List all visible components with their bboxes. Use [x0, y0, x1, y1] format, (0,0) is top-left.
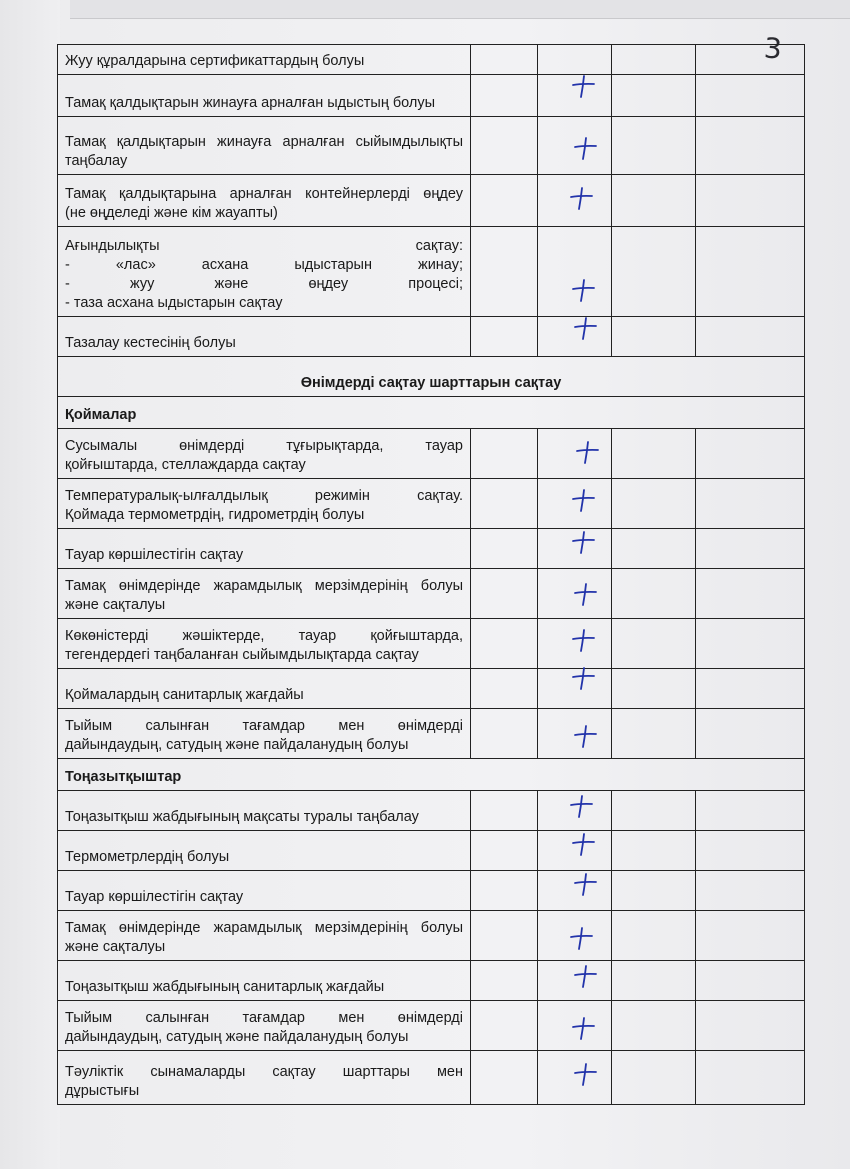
checklist-row — [58, 75, 805, 117]
checklist-row — [58, 569, 805, 619]
checklist-cell-col-1 — [471, 569, 538, 619]
criterion-text — [58, 831, 471, 871]
group-header-row — [58, 759, 805, 791]
handwritten-plus-mark — [570, 831, 596, 857]
handwritten-plus-mark — [572, 315, 598, 341]
checklist-cell-col-3 — [612, 619, 696, 669]
checklist-cell-col-4 — [696, 479, 805, 529]
criterion-line: дұрыстығы — [65, 1083, 140, 1099]
checklist-cell-col-2 — [538, 75, 612, 117]
checklist-cell-col-2 — [538, 227, 612, 317]
section-header-row — [58, 357, 805, 397]
checklist-cell-col-3 — [612, 961, 696, 1001]
section-title: Өнімдерді сақтау шарттарын сақтау — [58, 357, 805, 397]
criterion-line: Тәуліктік сынамаларды сақтау шарттары мен — [65, 1064, 463, 1080]
criterion-line: - «лас» асхана ыдыстарын жинау; — [65, 257, 463, 273]
criterion-text — [58, 911, 471, 961]
group-title: Қоймалар — [58, 397, 805, 429]
checklist-cell-col-4 — [696, 117, 805, 175]
criterion-text — [58, 669, 471, 709]
checklist-cell-col-1 — [471, 911, 538, 961]
checklist-cell-col-4 — [696, 961, 805, 1001]
criterion-line: (не өңделеді және кім жауапты) — [65, 205, 278, 221]
criterion-line: Тамақ қалдықтарына арналған контейнерлерді өңдеу — [65, 186, 463, 202]
checklist-cell-col-1 — [471, 669, 538, 709]
checklist-row — [58, 1051, 805, 1105]
criterion-text — [58, 117, 471, 175]
criterion-line: Тыйым салынған тағамдар мен өнімдерді — [65, 718, 463, 734]
inspection-checklist-table — [57, 44, 805, 1105]
paper-shadow — [0, 0, 60, 1169]
checklist-cell-col-1 — [471, 831, 538, 871]
checklist-cell-col-2 — [538, 911, 612, 961]
checklist-cell-col-4 — [696, 871, 805, 911]
criterion-line: қойғыштарда, стеллаждарда сақтау — [65, 457, 306, 473]
checklist-cell-col-2 — [538, 479, 612, 529]
criterion-line: Тоңазытқыш жабдығының мақсаты туралы таңбалау — [65, 809, 419, 825]
handwritten-plus-mark — [568, 793, 594, 819]
handwritten-plus-mark — [570, 627, 596, 653]
criterion-text — [58, 317, 471, 357]
checklist-row — [58, 791, 805, 831]
checklist-cell-col-3 — [612, 871, 696, 911]
checklist-cell-col-2 — [538, 175, 612, 227]
criterion-text — [58, 529, 471, 569]
checklist-cell-col-1 — [471, 117, 538, 175]
checklist-cell-col-3 — [612, 117, 696, 175]
criterion-line: Тазалау кестесінің болуы — [65, 335, 236, 351]
handwritten-plus-mark — [572, 581, 598, 607]
checklist-cell-col-1 — [471, 961, 538, 1001]
checklist-cell-col-1 — [471, 619, 538, 669]
checklist-cell-col-1 — [471, 479, 538, 529]
criterion-text — [58, 45, 471, 75]
checklist-row — [58, 117, 805, 175]
checklist-cell-col-3 — [612, 429, 696, 479]
checklist-cell-col-1 — [471, 709, 538, 759]
criterion-line: Қоймада термометрдің, гидрометрдің болуы — [65, 507, 365, 523]
checklist-cell-col-2 — [538, 791, 612, 831]
checklist-row — [58, 871, 805, 911]
checklist-cell-col-1 — [471, 429, 538, 479]
checklist-cell-col-2 — [538, 1051, 612, 1105]
checklist-row — [58, 479, 805, 529]
criterion-line: Тауар көршілестігін сақтау — [65, 889, 244, 905]
checklist-row — [58, 227, 805, 317]
checklist-cell-col-3 — [612, 529, 696, 569]
checklist-row — [58, 911, 805, 961]
handwritten-plus-mark — [568, 185, 594, 211]
checklist-row — [58, 831, 805, 871]
criterion-line: және сақталуы — [65, 939, 166, 955]
criterion-line: Тамақ өнімдерінде жарамдылық мерзімдерінің болуы — [65, 920, 463, 936]
handwritten-plus-mark — [574, 439, 600, 465]
checklist-cell-col-2 — [538, 831, 612, 871]
handwritten-page-number: 3 — [762, 31, 783, 66]
checklist-cell-col-3 — [612, 75, 696, 117]
handwritten-plus-mark — [570, 73, 596, 99]
checklist-row — [58, 429, 805, 479]
criterion-line: Тоңазытқыш жабдығының санитарлық жағдайы — [65, 979, 385, 995]
criterion-line: дайындаудың, сатудың және пайдаланудың болуы — [65, 737, 409, 753]
checklist-row — [58, 175, 805, 227]
handwritten-plus-mark — [568, 925, 594, 951]
handwritten-plus-mark — [572, 1061, 598, 1087]
criterion-line: Көкөністерді жәшіктерде, тауар қойғыштарда, — [65, 628, 463, 644]
checklist-cell-col-3 — [612, 175, 696, 227]
handwritten-plus-mark — [570, 665, 596, 691]
criterion-text — [58, 709, 471, 759]
criterion-line: Тамақ қалдықтарын жинауға арналған сыйымдылықты — [65, 134, 463, 150]
checklist-cell-col-4 — [696, 831, 805, 871]
checklist-cell-col-3 — [612, 45, 696, 75]
criterion-line: Қоймалардың санитарлық жағдайы — [65, 687, 304, 703]
handwritten-plus-mark — [572, 871, 598, 897]
criterion-text — [58, 1001, 471, 1051]
checklist-cell-col-1 — [471, 75, 538, 117]
checklist-cell-col-3 — [612, 831, 696, 871]
criterion-text — [58, 479, 471, 529]
handwritten-plus-mark — [570, 1015, 596, 1041]
group-title: Тоңазытқыштар — [58, 759, 805, 791]
handwritten-plus-mark — [570, 487, 596, 513]
criterion-text — [58, 569, 471, 619]
checklist-row — [58, 1001, 805, 1051]
checklist-cell-col-4 — [696, 429, 805, 479]
criterion-line: - таза асхана ыдыстарын сақтау — [65, 295, 283, 311]
checklist-row — [58, 669, 805, 709]
criterion-text — [58, 175, 471, 227]
criterion-line: Тамақ өнімдерінде жарамдылық мерзімдерінің болуы — [65, 578, 463, 594]
checklist-cell-col-2 — [538, 961, 612, 1001]
criterion-line: Жуу құралдарына сертификаттардың болуы — [65, 53, 365, 69]
checklist-cell-col-1 — [471, 317, 538, 357]
criterion-text — [58, 619, 471, 669]
checklist-cell-col-2 — [538, 569, 612, 619]
criterion-line: дайындаудың, сатудың және пайдаланудың болуы — [65, 1029, 409, 1045]
criterion-line: Тауар көршілестігін сақтау — [65, 547, 244, 563]
checklist-cell-col-1 — [471, 175, 538, 227]
checklist-cell-col-2 — [538, 619, 612, 669]
checklist-cell-col-1 — [471, 45, 538, 75]
handwritten-plus-mark — [572, 963, 598, 989]
checklist-cell-col-3 — [612, 1001, 696, 1051]
checklist-row — [58, 529, 805, 569]
underlying-page-edge — [70, 0, 850, 19]
criterion-line: - жуу және өңдеу процесі; — [65, 276, 463, 292]
criterion-text — [58, 429, 471, 479]
checklist-cell-col-1 — [471, 1001, 538, 1051]
checklist-cell-col-2 — [538, 117, 612, 175]
checklist-cell-col-3 — [612, 317, 696, 357]
checklist-cell-col-3 — [612, 669, 696, 709]
checklist-cell-col-3 — [612, 569, 696, 619]
checklist-cell-col-4 — [696, 1051, 805, 1105]
criterion-line: Температуралық-ылғалдылық режимін сақтау. — [65, 488, 463, 504]
criterion-line: тегендердегі таңбаланған сыйымдылықтарда сақтау — [65, 647, 419, 663]
checklist-cell-col-1 — [471, 871, 538, 911]
checklist-cell-col-3 — [612, 479, 696, 529]
criterion-line: Тамақ қалдықтарын жинауға арналған ыдыстың болуы — [65, 95, 436, 111]
checklist-cell-col-4 — [696, 1001, 805, 1051]
criterion-line: Ағындылықты сақтау: — [65, 238, 463, 254]
checklist-cell-col-4 — [696, 317, 805, 357]
criterion-text — [58, 227, 471, 317]
checklist-cell-col-3 — [612, 791, 696, 831]
checklist-cell-col-4 — [696, 45, 805, 75]
criterion-text — [58, 1051, 471, 1105]
criterion-line: Термометрлердің болуы — [65, 849, 230, 865]
handwritten-plus-mark — [572, 135, 598, 161]
checklist-cell-col-4 — [696, 529, 805, 569]
checklist-cell-col-2 — [538, 669, 612, 709]
checklist-cell-col-4 — [696, 569, 805, 619]
checklist-cell-col-4 — [696, 709, 805, 759]
checklist-cell-col-2 — [538, 529, 612, 569]
checklist-cell-col-3 — [612, 911, 696, 961]
criterion-line: таңбалау — [65, 153, 128, 169]
checklist-cell-col-1 — [471, 529, 538, 569]
handwritten-plus-mark — [570, 277, 596, 303]
handwritten-plus-mark — [570, 529, 596, 555]
checklist-row — [58, 709, 805, 759]
checklist-row — [58, 45, 805, 75]
group-header-row — [58, 397, 805, 429]
checklist-cell-col-1 — [471, 791, 538, 831]
criterion-text — [58, 871, 471, 911]
criterion-text — [58, 75, 471, 117]
checklist-cell-col-2 — [538, 709, 612, 759]
checklist-cell-col-4 — [696, 911, 805, 961]
checklist-cell-col-3 — [612, 709, 696, 759]
criterion-text — [58, 791, 471, 831]
criterion-line: Тыйым салынған тағамдар мен өнімдерді — [65, 1010, 463, 1026]
criterion-line: және сақталуы — [65, 597, 166, 613]
criterion-text — [58, 961, 471, 1001]
handwritten-plus-mark — [572, 723, 598, 749]
checklist-cell-col-4 — [696, 669, 805, 709]
checklist-row — [58, 961, 805, 1001]
checklist-cell-col-2 — [538, 45, 612, 75]
checklist-cell-col-1 — [471, 227, 538, 317]
checklist-cell-col-4 — [696, 75, 805, 117]
checklist-cell-col-4 — [696, 619, 805, 669]
checklist-cell-col-2 — [538, 429, 612, 479]
checklist-cell-col-2 — [538, 871, 612, 911]
checklist-row — [58, 317, 805, 357]
checklist-cell-col-4 — [696, 227, 805, 317]
checklist-cell-col-2 — [538, 1001, 612, 1051]
checklist-cell-col-1 — [471, 1051, 538, 1105]
checklist-cell-col-3 — [612, 227, 696, 317]
checklist-row — [58, 619, 805, 669]
checklist-cell-col-3 — [612, 1051, 696, 1105]
criterion-line: Сусымалы өнімдерді тұғырықтарда, тауар — [65, 438, 463, 454]
checklist-cell-col-2 — [538, 317, 612, 357]
checklist-cell-col-4 — [696, 175, 805, 227]
checklist-cell-col-4 — [696, 791, 805, 831]
